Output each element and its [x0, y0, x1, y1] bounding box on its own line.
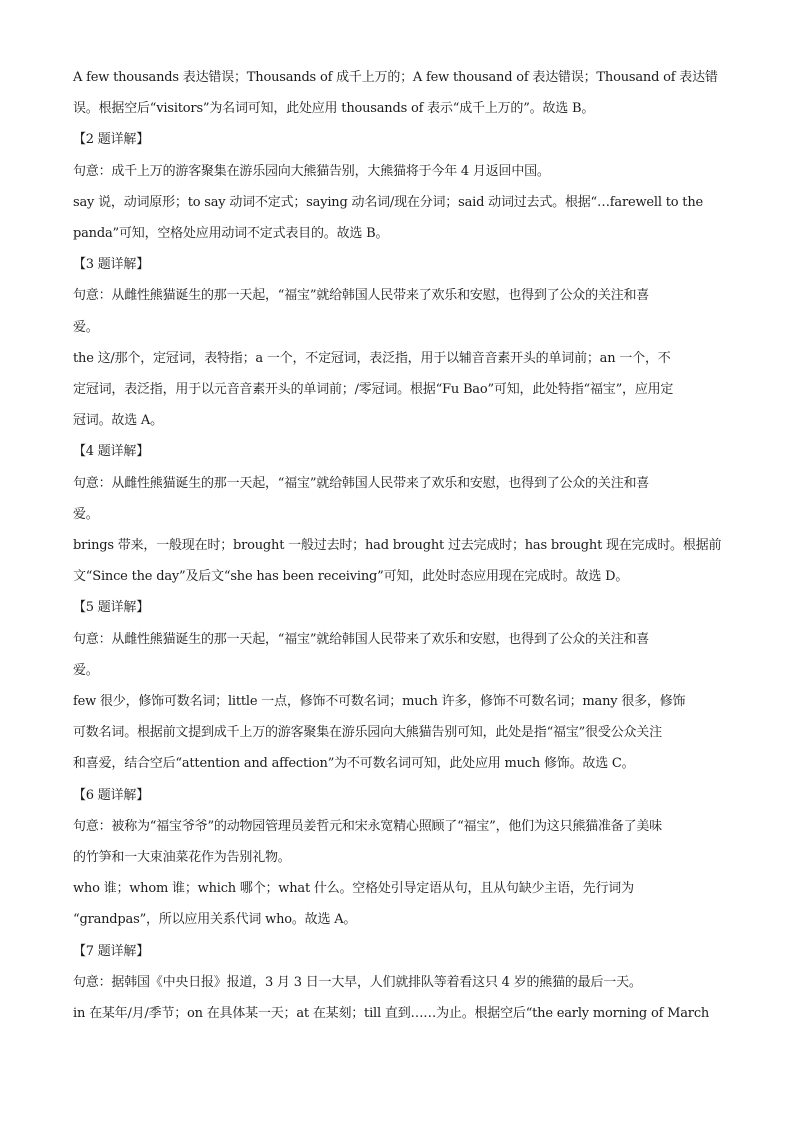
text-line: 句意：据韩国《中央日报》报道，3 月 3 日一大早，人们就排队等着看这只 4 岁的熊猫的最后一天。 [73, 974, 642, 990]
text-line: 定冠词，表泛指，用于以元音音素开头的单词前；/零冠词。根据“Fu Bao”可知，此处特指“福宝”，应用定 [73, 382, 674, 398]
text-line: 句意：从雌性熊猫诞生的那一天起，“福宝”就给韩国人民带来了欢乐和安慰，也得到了公众的关注和喜 [73, 288, 650, 304]
text-line: 句意：从雌性熊猫诞生的那一天起，“福宝”就给韩国人民带来了欢乐和安慰，也得到了公众的关注和喜 [73, 475, 650, 491]
text-line: 和喜爱，结合空后“attention and affection”为不可数名词可知，此处应用 much 修饰。故选 C。 [73, 756, 635, 772]
text-line: A few thousands 表达错误；Thousands of 成千上万的；A few thousand of 表达错误；Thousand of 表达错 [73, 70, 718, 85]
text-line: panda”可知，空格处应用动词不定式表目的。故选 B。 [73, 226, 389, 242]
text-line: brings 带来，一般现在时；brought 一般过去时；had brought 过去完成时；has brought 现在完成时。根据前 [73, 538, 722, 554]
text-line: 爱。 [73, 506, 99, 522]
section-heading: 【7 题详解】 [73, 943, 150, 959]
text-line: “grandpas”，所以应用关系代词 who。故选 A。 [73, 912, 357, 928]
text-line: few 很少，修饰可数名词；little 一点，修饰不可数名词；much 许多，修饰不可数名词；many 很多，修饰 [73, 694, 686, 710]
document-body [73, 62, 723, 1029]
text-line: 冠词。故选 A。 [73, 413, 163, 429]
text-line: say 说，动词原形；to say 动词不定式；saying 动名词/现在分词；said 动词过去式。根据“…farewell to the [73, 194, 704, 210]
text-line: 句意：从雌性熊猫诞生的那一天起，“福宝”就给韩国人民带来了欢乐和安慰，也得到了公众的关注和喜 [73, 631, 650, 647]
text-line: 误。根据空后“visitors”为名词可知，此处应用 thousands of 表示“成千上万的”。故选 B。 [73, 101, 595, 117]
section-heading: 【4 题详解】 [73, 444, 150, 460]
text-line: 句意：被称为“福宝爷爷”的动物园管理员姜哲元和宋永宽精心照顾了“福宝”，他们为这只熊猫准备了美味 [73, 818, 662, 834]
text-line: 的竹笋和一大束油菜花作为告别礼物。 [73, 850, 291, 866]
section-heading: 【6 题详解】 [73, 787, 150, 803]
text-line: 爱。 [73, 319, 99, 335]
section-heading: 【2 题详解】 [73, 132, 150, 148]
text-line: 文“Since the day”及后文“she has been receiving”可知，此处时态应用现在完成时。故选 D。 [73, 569, 629, 585]
text-line: who 谁；whom 谁；which 哪个；what 什么。空格处引导定语从句，且从句缺少主语，先行词为 [73, 881, 634, 897]
text-line: the 这/那个，定冠词，表特指；a 一个，不定冠词，表泛指，用于以辅音音素开头的单词前；an 一个，不 [73, 350, 671, 366]
section-heading: 【3 题详解】 [73, 257, 150, 273]
text-line: in 在某年/月/季节；on 在具体某一天；at 在某刻；till 直到……为止。根据空后“the early morning of March [73, 1006, 710, 1022]
section-heading: 【5 题详解】 [73, 600, 150, 616]
text-line: 可数名词。根据前文提到成千上万的游客聚集在游乐园向大熊猫告别可知，此处是指“福宝”很受公众关注 [73, 725, 662, 741]
text-line: 爱。 [73, 662, 99, 678]
text-line: 句意：成千上万的游客聚集在游乐园向大熊猫告别，大熊猫将于今年 4 月返回中国。 [73, 163, 550, 179]
